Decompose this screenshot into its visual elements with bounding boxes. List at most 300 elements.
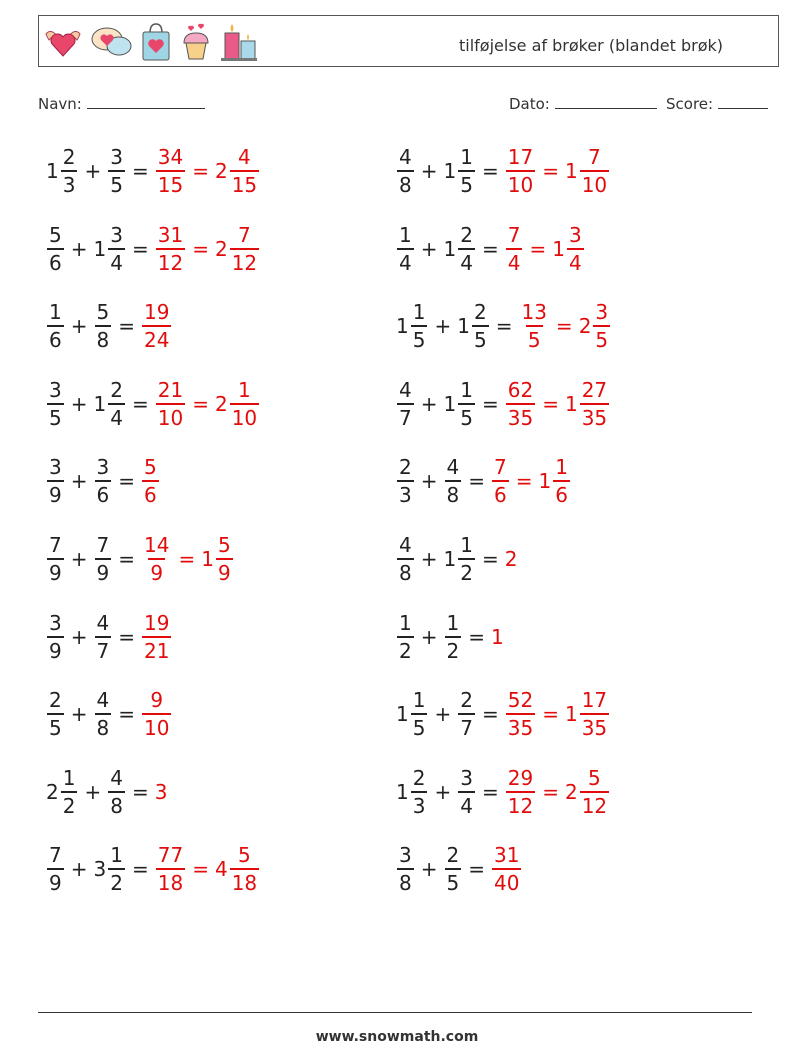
addend-1-fraction	[47, 535, 64, 583]
answer-mixed-whole: 4	[214, 857, 228, 882]
answer-improper	[505, 688, 536, 741]
equals-sign: =	[481, 547, 499, 571]
answer-equals-sign: =	[542, 391, 559, 416]
addend-2-numerator: 2	[460, 688, 473, 713]
answer-improper-denominator: 21	[142, 636, 171, 661]
addend-2-fraction	[95, 535, 112, 583]
answer-mixed-denominator: 35	[580, 713, 609, 738]
addend-1-numerator: 2	[49, 688, 62, 713]
problem-10	[396, 450, 571, 512]
answer-improper-numerator: 21	[157, 377, 184, 402]
addend-1-numerator: 4	[399, 377, 412, 402]
addend-1-numerator: 1	[62, 765, 76, 790]
answer-mixed-numerator: 4	[238, 145, 251, 169]
answer	[155, 377, 260, 430]
answer-improper	[505, 547, 519, 571]
answer-mixed-denominator: 4	[567, 248, 584, 273]
answer-mixed-whole: 2	[214, 391, 228, 416]
answer	[141, 688, 172, 741]
answer-mixed	[201, 535, 233, 583]
answer-improper-denominator: 35	[506, 713, 535, 738]
plus-sign: +	[70, 314, 88, 339]
answer-improper-fraction	[142, 610, 171, 663]
answer	[518, 300, 611, 353]
addend-2-fraction	[95, 455, 112, 508]
addend-2	[94, 610, 113, 663]
answer-improper-fraction	[492, 843, 521, 896]
addend-1-fraction	[411, 765, 428, 818]
addend-2	[444, 843, 463, 896]
addend-1-denominator: 5	[411, 713, 428, 738]
name-blank[interactable]	[87, 94, 205, 109]
answer-mixed-numerator: 5	[588, 765, 601, 790]
addend-1-denominator: 9	[47, 558, 64, 583]
answer-mixed	[564, 377, 610, 430]
plus-sign: +	[420, 391, 438, 416]
answer-improper	[155, 377, 186, 430]
addend-2-fraction	[108, 765, 125, 818]
addend-1	[396, 610, 415, 663]
addend-1-fraction	[397, 843, 414, 896]
addend-2-denominator: 4	[108, 248, 125, 273]
answer-improper-numerator: 34	[157, 145, 184, 169]
addend-2	[444, 535, 476, 583]
addend-1	[46, 535, 65, 583]
addend-1-whole: 1	[396, 702, 409, 727]
addend-1-numerator: 3	[399, 843, 412, 868]
addend-2-denominator: 7	[95, 636, 112, 661]
equals-sign: =	[118, 624, 135, 649]
answer-mixed	[215, 147, 260, 195]
answer-improper-numerator: 31	[494, 843, 520, 868]
answer-improper-denominator: 24	[142, 325, 171, 350]
addend-2-numerator: 1	[446, 610, 460, 635]
answer-mixed	[564, 765, 610, 818]
problem-16	[396, 683, 610, 745]
footer-divider	[38, 1012, 752, 1013]
problem-15	[46, 683, 172, 745]
date-field	[509, 94, 657, 113]
date-label: Dato:	[509, 95, 550, 113]
equals-sign: =	[118, 314, 135, 339]
answer-mixed-fraction	[230, 222, 259, 275]
addend-1-numerator: 2	[412, 765, 426, 790]
addend-1	[396, 455, 415, 508]
addend-2-fraction	[458, 222, 475, 275]
addend-1	[46, 300, 65, 353]
score-label: Score:	[666, 95, 714, 113]
problem-5	[46, 295, 172, 357]
addend-2-denominator: 5	[458, 170, 475, 195]
answer-mixed-fraction	[230, 843, 259, 896]
addend-2-numerator: 4	[96, 610, 110, 635]
answer-mixed-whole: 1	[201, 547, 214, 571]
addend-1-denominator: 3	[61, 170, 78, 195]
addend-2-denominator: 2	[458, 558, 475, 583]
heart-speech-bubbles-icon	[89, 24, 133, 60]
answer-improper-fraction	[506, 222, 523, 275]
answer-improper-denominator: 40	[492, 868, 521, 893]
addend-1	[46, 147, 78, 195]
addend-2	[457, 300, 489, 353]
problem-18	[396, 761, 610, 823]
addend-1-fraction	[47, 688, 64, 741]
addend-1	[396, 688, 428, 741]
plus-sign: +	[420, 236, 438, 261]
answer	[491, 455, 571, 508]
equals-sign: =	[118, 469, 135, 494]
answer-mixed-denominator: 10	[230, 403, 259, 428]
equals-sign: =	[118, 547, 135, 571]
addend-1-numerator: 3	[49, 377, 62, 402]
equals-sign: =	[481, 702, 499, 727]
answer-mixed-whole: 2	[578, 314, 592, 339]
answer	[505, 377, 610, 430]
name-label: Navn:	[38, 95, 82, 113]
answer-mixed-numerator: 27	[581, 377, 608, 402]
answer	[505, 688, 610, 741]
answer	[141, 300, 172, 353]
addend-1-denominator: 7	[397, 403, 414, 428]
problem-6	[396, 295, 611, 357]
addend-2-numerator: 3	[110, 222, 123, 247]
answer-mixed-whole: 1	[552, 236, 565, 261]
addend-1	[46, 843, 65, 896]
addend-2-fraction	[95, 610, 112, 663]
answer-mixed	[214, 843, 260, 896]
plus-sign: +	[70, 236, 88, 261]
answer	[491, 625, 505, 649]
answer	[491, 843, 522, 896]
addend-1-whole: 1	[396, 314, 409, 339]
addend-2-fraction	[108, 222, 125, 275]
answer-improper	[141, 300, 172, 353]
addend-1	[396, 843, 415, 896]
answer-improper-numerator: 13	[521, 300, 547, 325]
addend-2-numerator: 4	[110, 765, 123, 790]
equals-sign: =	[468, 469, 485, 494]
addend-1	[396, 222, 415, 275]
addend-2-fraction	[472, 300, 489, 353]
addend-1-denominator: 4	[397, 248, 414, 273]
answer-mixed-whole: 2	[214, 159, 228, 183]
answer-improper-numerator: 7	[494, 455, 507, 480]
addend-1-numerator: 1	[399, 610, 412, 635]
name-field	[38, 94, 205, 113]
addend-2-denominator: 2	[445, 636, 462, 661]
answer-improper-denominator: 6	[492, 480, 509, 505]
problem-3	[46, 218, 260, 280]
addend-1-numerator: 1	[412, 688, 426, 713]
addend-2	[94, 688, 113, 741]
addend-2-fraction	[95, 300, 112, 353]
addend-2-denominator: 4	[458, 248, 475, 273]
addend-1-denominator: 2	[397, 636, 414, 661]
addend-2-numerator: 1	[460, 145, 473, 169]
plus-sign: +	[420, 624, 438, 649]
answer-improper-numerator: 19	[144, 610, 170, 635]
answer-mixed-whole: 2	[214, 236, 228, 261]
answer-mixed-whole: 2	[564, 779, 578, 804]
answer-mixed-fraction	[553, 455, 570, 508]
equals-sign: =	[481, 159, 499, 183]
answer-equals-sign: =	[192, 236, 209, 261]
answer-improper-denominator: 5	[526, 325, 543, 350]
answer-improper-numerator: 7	[507, 222, 521, 247]
answer-mixed	[214, 377, 260, 430]
addend-1-denominator: 5	[411, 325, 428, 350]
answer-mixed-numerator: 5	[238, 843, 251, 868]
addend-2-denominator: 8	[95, 325, 112, 350]
addend-2	[107, 765, 126, 818]
answer-mixed-denominator: 5	[593, 325, 610, 350]
addend-2-denominator: 8	[95, 713, 112, 738]
addend-1-numerator: 1	[412, 300, 426, 325]
addend-2-whole: 1	[93, 391, 107, 416]
addend-1-denominator: 9	[47, 868, 64, 893]
answer-improper-numerator: 17	[507, 145, 534, 169]
addend-1-numerator: 2	[399, 455, 412, 480]
addend-2-numerator: 1	[460, 377, 473, 402]
addend-2-numerator: 4	[446, 455, 460, 480]
answer-improper-fraction	[506, 377, 535, 430]
answer-improper	[141, 688, 172, 741]
addend-1	[46, 377, 65, 430]
answer-mixed-numerator: 7	[588, 145, 601, 169]
addend-1	[46, 765, 78, 818]
answer-mixed	[565, 147, 610, 195]
answer-mixed-fraction	[230, 147, 259, 195]
addend-1-denominator: 3	[411, 791, 428, 816]
answer-improper	[141, 535, 172, 583]
addend-2-numerator: 2	[460, 222, 473, 247]
answer	[141, 455, 160, 508]
addend-2	[94, 300, 113, 353]
answer	[505, 765, 610, 818]
addend-2-denominator: 8	[108, 791, 125, 816]
answer-mixed	[538, 455, 571, 508]
equals-sign: =	[131, 236, 149, 261]
answer-equals-sign: =	[542, 159, 559, 183]
equals-sign: =	[468, 857, 485, 882]
answer-improper-numerator: 52	[507, 688, 534, 713]
problem-19	[46, 838, 260, 900]
candles-icon	[219, 21, 259, 63]
addend-1-denominator: 2	[61, 791, 78, 816]
addend-2-numerator: 7	[96, 533, 110, 557]
addend-1	[396, 765, 428, 818]
winged-heart-icon	[43, 24, 83, 60]
addend-1-fraction	[397, 147, 414, 195]
problem-1	[46, 140, 260, 202]
answer-improper-numerator: 31	[157, 222, 184, 247]
equals-sign: =	[481, 236, 499, 261]
addend-1-fraction	[397, 455, 414, 508]
addend-2-fraction	[108, 147, 125, 195]
addend-1-numerator: 5	[49, 222, 62, 247]
equals-sign: =	[481, 391, 499, 416]
plus-sign: +	[420, 857, 438, 882]
addend-1-fraction	[47, 610, 64, 663]
addend-2-denominator: 5	[445, 868, 462, 893]
addend-2-fraction	[458, 688, 475, 741]
answer-improper-denominator: 12	[506, 791, 535, 816]
answer-mixed-fraction	[580, 688, 609, 741]
answer-improper-numerator: 62	[507, 377, 534, 402]
addend-2	[444, 147, 476, 195]
addend-2-fraction	[95, 688, 112, 741]
addend-2-numerator: 3	[96, 455, 110, 480]
addend-2-fraction	[445, 610, 462, 663]
addend-1-fraction	[47, 300, 64, 353]
answer-mixed-denominator: 35	[580, 403, 609, 428]
answer-mixed-numerator: 3	[568, 222, 582, 247]
addend-1-fraction	[47, 455, 64, 508]
equals-sign: =	[481, 779, 499, 804]
answer	[505, 147, 610, 195]
answer	[141, 535, 234, 583]
plus-sign: +	[70, 469, 88, 494]
answer	[141, 610, 172, 663]
plus-sign: +	[70, 624, 88, 649]
addend-2-fraction	[108, 843, 125, 896]
addend-2-denominator: 7	[458, 713, 475, 738]
footer-url: www.snowmath.com	[315, 1029, 479, 1045]
answer-improper-fraction	[519, 300, 548, 353]
answer-mixed-denominator: 12	[580, 791, 609, 816]
addend-2-fraction	[458, 535, 475, 583]
date-blank[interactable]	[555, 94, 657, 109]
plus-sign: +	[70, 547, 88, 571]
addend-2-denominator: 9	[95, 558, 112, 583]
addend-1-numerator: 1	[49, 300, 62, 325]
answer-improper	[155, 222, 186, 275]
addend-1-fraction	[47, 222, 64, 275]
plus-sign: +	[84, 159, 102, 183]
addend-2-whole: 1	[443, 159, 457, 183]
addend-2-whole: 1	[443, 236, 457, 261]
plus-sign: +	[420, 469, 438, 494]
addend-1-fraction	[397, 610, 414, 663]
addend-1-whole: 1	[396, 779, 409, 804]
answer-improper	[155, 843, 186, 896]
addend-2-denominator: 5	[472, 325, 489, 350]
addend-1-fraction	[397, 222, 414, 275]
addend-1-fraction	[61, 147, 78, 195]
equals-sign: =	[118, 702, 135, 727]
addend-2-denominator: 5	[458, 403, 475, 428]
addend-1-denominator: 6	[47, 248, 64, 273]
addend-1	[396, 535, 415, 583]
answer-improper-denominator: 10	[506, 170, 535, 195]
addend-2-denominator: 8	[445, 480, 462, 505]
score-field	[666, 94, 768, 113]
answer-improper-whole: 1	[491, 624, 504, 649]
answer-mixed-whole: 1	[564, 391, 578, 416]
addend-2-fraction	[458, 147, 475, 195]
addend-2	[457, 765, 476, 818]
addend-1-denominator: 8	[397, 868, 414, 893]
addend-2-numerator: 1	[110, 843, 123, 868]
addend-1	[46, 222, 65, 275]
answer-mixed-whole: 1	[538, 469, 552, 494]
answer	[505, 547, 519, 571]
plus-sign: +	[70, 391, 88, 416]
plus-sign: +	[84, 779, 102, 804]
answer-improper	[491, 625, 505, 649]
addend-1-denominator: 8	[397, 558, 414, 583]
heart-shopping-bag-icon	[139, 21, 173, 63]
worksheet-header	[38, 15, 779, 67]
answer-improper-fraction	[506, 688, 535, 741]
addend-1-numerator: 4	[399, 145, 412, 169]
addend-1-denominator: 3	[397, 480, 414, 505]
problem-12	[396, 528, 518, 590]
answer-improper-denominator: 4	[506, 248, 523, 273]
addend-1-fraction	[47, 377, 64, 430]
answer-improper-fraction	[156, 843, 185, 896]
answer-improper-numerator: 19	[144, 300, 170, 325]
answer-improper-fraction	[142, 688, 171, 741]
addend-2-denominator: 4	[458, 791, 475, 816]
addend-2-whole: 1	[443, 547, 457, 571]
answer-mixed-numerator: 1	[238, 377, 251, 402]
answer-mixed	[564, 688, 610, 741]
answer-equals-sign: =	[192, 857, 209, 882]
addend-1-numerator: 2	[62, 145, 76, 169]
equals-sign: =	[131, 857, 149, 882]
answer-mixed-numerator: 17	[581, 688, 608, 713]
answer-improper-numerator: 5	[144, 455, 157, 480]
addend-2	[93, 377, 126, 430]
problem-7	[46, 373, 260, 435]
answer-improper	[491, 455, 510, 508]
addend-1	[46, 688, 65, 741]
addend-2-numerator: 2	[110, 377, 123, 402]
problem-4	[396, 218, 585, 280]
answer	[155, 780, 169, 804]
score-blank[interactable]	[718, 94, 768, 109]
plus-sign: +	[434, 314, 452, 339]
addend-2-whole: 1	[457, 314, 470, 339]
answer-improper-numerator: 29	[507, 765, 534, 790]
addend-2-denominator: 5	[108, 170, 125, 195]
answer	[155, 222, 260, 275]
answer-mixed-numerator: 1	[555, 455, 568, 480]
plus-sign: +	[434, 702, 452, 727]
answer-improper	[141, 610, 172, 663]
answer-improper-denominator: 9	[148, 558, 165, 583]
answer-improper-fraction	[506, 147, 535, 195]
worksheet-title: tilføjelse af brøker (blandet brøk)	[459, 36, 724, 55]
addend-1-fraction	[61, 765, 78, 818]
problem-2	[396, 140, 610, 202]
addend-2-fraction	[458, 765, 475, 818]
addend-2-numerator: 4	[96, 688, 110, 713]
equals-sign: =	[495, 314, 513, 339]
addend-2-denominator: 6	[95, 480, 112, 505]
answer	[155, 843, 260, 896]
addend-1-numerator: 7	[49, 533, 62, 557]
addend-1-numerator: 1	[399, 222, 412, 247]
answer-mixed-denominator: 6	[553, 480, 570, 505]
addend-1	[396, 377, 415, 430]
answer-equals-sign: =	[192, 391, 209, 416]
problem-17	[46, 761, 168, 823]
addend-2	[94, 535, 113, 583]
answer-equals-sign: =	[192, 159, 209, 183]
problem-9	[46, 450, 160, 512]
